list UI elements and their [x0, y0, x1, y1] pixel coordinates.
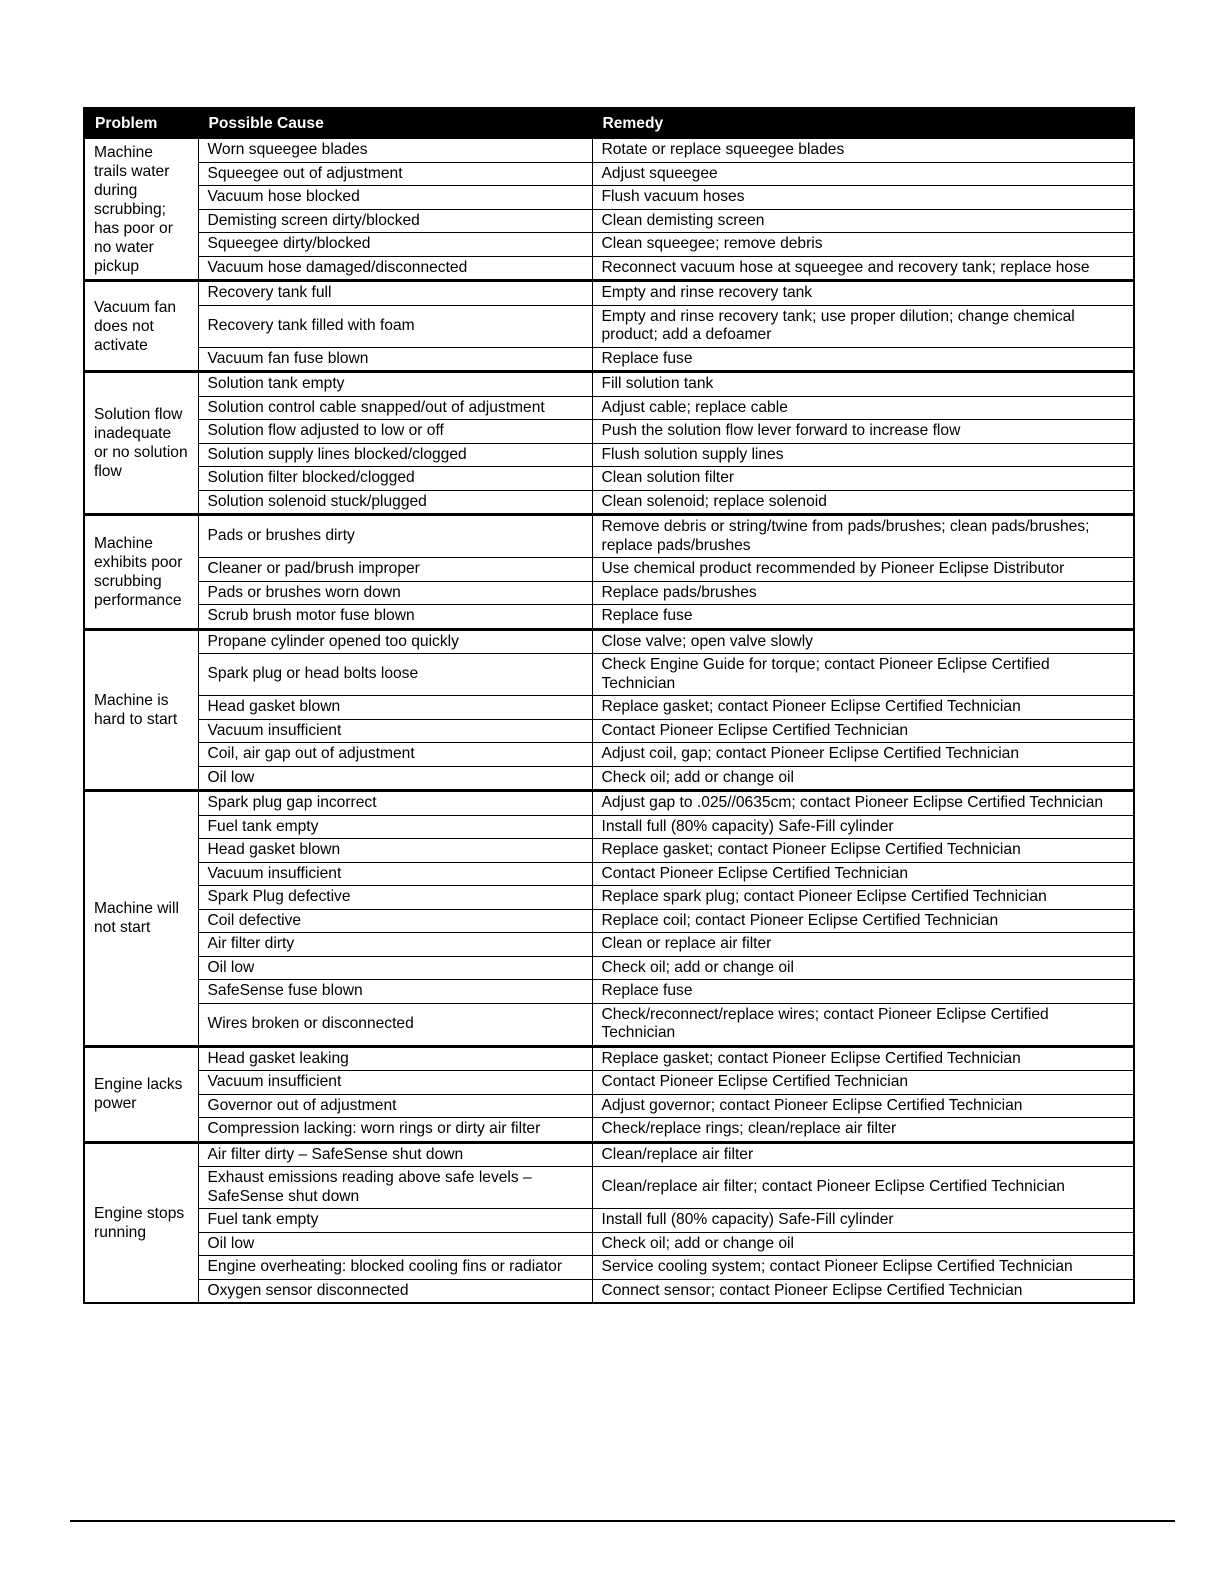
table-row	[84, 980, 1134, 1004]
remedy-cell: Replace coil; contact Pioneer Eclipse Certified Technician	[592, 909, 1134, 933]
table-row	[84, 305, 1134, 347]
table-row	[84, 605, 1134, 630]
cause-cell: Vacuum hose blocked	[198, 186, 592, 210]
remedy-cell: Install full (80% capacity) Safe-Fill cylinder	[592, 1209, 1134, 1233]
table-row	[84, 933, 1134, 957]
cause-cell: Vacuum insufficient	[198, 862, 592, 886]
table-row	[84, 1167, 1134, 1209]
cause-cell: Wires broken or disconnected	[198, 1003, 592, 1046]
cause-cell: Engine overheating: blocked cooling fins or radiator	[198, 1256, 592, 1280]
remedy-cell: Reconnect vacuum hose at squeegee and recovery tank; replace hose	[592, 256, 1134, 281]
table-row	[84, 256, 1134, 281]
remedy-cell: Check Engine Guide for torque; contact Pioneer Eclipse Certified Technician	[592, 654, 1134, 696]
table-row	[84, 791, 1134, 816]
remedy-cell: Rotate or replace squeegee blades	[592, 139, 1134, 163]
remedy-cell: Adjust coil, gap; contact Pioneer Eclipse Certified Technician	[592, 743, 1134, 767]
cause-cell: Vacuum insufficient	[198, 1071, 592, 1095]
cause-cell: Solution solenoid stuck/plugged	[198, 490, 592, 515]
problem-cell: Vacuum fan does not activate	[84, 281, 198, 372]
table-row	[84, 347, 1134, 372]
cause-cell: Solution flow adjusted to low or off	[198, 420, 592, 444]
cause-cell: Squeegee out of adjustment	[198, 162, 592, 186]
remedy-cell: Clean/replace air filter; contact Pioneer Eclipse Certified Technician	[592, 1167, 1134, 1209]
cause-cell: Exhaust emissions reading above safe levels – SafeSense shut down	[198, 1167, 592, 1209]
table-row	[84, 443, 1134, 467]
problem-cell: Engine lacks power	[84, 1046, 198, 1142]
problem-cell: Engine stops running	[84, 1142, 198, 1303]
cause-cell: Coil defective	[198, 909, 592, 933]
table-row	[84, 139, 1134, 163]
cause-cell: SafeSense fuse blown	[198, 980, 592, 1004]
cause-cell: Vacuum fan fuse blown	[198, 347, 592, 372]
table-row	[84, 233, 1134, 257]
table-row	[84, 186, 1134, 210]
problem-cell: Machine trails water during scrubbing; has poor or no water pickup	[84, 139, 198, 281]
remedy-cell: Check oil; add or change oil	[592, 1232, 1134, 1256]
header-remedy: Remedy	[592, 108, 1134, 139]
cause-cell: Spark plug gap incorrect	[198, 791, 592, 816]
cause-cell: Spark Plug defective	[198, 886, 592, 910]
remedy-cell: Flush solution supply lines	[592, 443, 1134, 467]
cause-cell: Head gasket leaking	[198, 1046, 592, 1071]
cause-cell: Recovery tank full	[198, 281, 592, 306]
table-row	[84, 1071, 1134, 1095]
table-row	[84, 396, 1134, 420]
cause-cell: Head gasket blown	[198, 839, 592, 863]
remedy-cell: Check oil; add or change oil	[592, 956, 1134, 980]
cause-cell: Squeegee dirty/blocked	[198, 233, 592, 257]
cause-cell: Solution supply lines blocked/clogged	[198, 443, 592, 467]
cause-cell: Vacuum insufficient	[198, 719, 592, 743]
troubleshooting-table	[83, 107, 1135, 1304]
table-row	[84, 909, 1134, 933]
cause-cell: Air filter dirty	[198, 933, 592, 957]
remedy-cell: Replace spark plug; contact Pioneer Eclipse Certified Technician	[592, 886, 1134, 910]
table-row	[84, 1094, 1134, 1118]
cause-cell: Oxygen sensor disconnected	[198, 1279, 592, 1303]
header-possible-cause: Possible Cause	[198, 108, 592, 139]
remedy-cell: Clean squeegee; remove debris	[592, 233, 1134, 257]
table-row	[84, 209, 1134, 233]
remedy-cell: Replace pads/brushes	[592, 581, 1134, 605]
remedy-cell: Clean solenoid; replace solenoid	[592, 490, 1134, 515]
problem-cell: Machine is hard to start	[84, 629, 198, 791]
remedy-cell: Remove debris or string/twine from pads/brushes; clean pads/brushes; replace pads/brushes	[592, 515, 1134, 558]
cause-cell: Fuel tank empty	[198, 815, 592, 839]
table-row	[84, 862, 1134, 886]
table-row	[84, 839, 1134, 863]
cause-cell: Pads or brushes dirty	[198, 515, 592, 558]
cause-cell: Cleaner or pad/brush improper	[198, 558, 592, 582]
cause-cell: Spark plug or head bolts loose	[198, 654, 592, 696]
table-row	[84, 1279, 1134, 1303]
table-row	[84, 558, 1134, 582]
remedy-cell: Check/reconnect/replace wires; contact Pioneer Eclipse Certified Technician	[592, 1003, 1134, 1046]
remedy-cell: Contact Pioneer Eclipse Certified Technician	[592, 719, 1134, 743]
remedy-cell: Contact Pioneer Eclipse Certified Technician	[592, 1071, 1134, 1095]
table-row	[84, 490, 1134, 515]
cause-cell: Oil low	[198, 1232, 592, 1256]
remedy-cell: Adjust squeegee	[592, 162, 1134, 186]
header-problem: Problem	[84, 108, 198, 139]
problem-cell: Machine exhibits poor scrubbing performance	[84, 515, 198, 630]
remedy-cell: Install full (80% capacity) Safe-Fill cylinder	[592, 815, 1134, 839]
table-row	[84, 766, 1134, 791]
problem-cell: Solution flow inadequate or no solution flow	[84, 372, 198, 515]
table-row	[84, 1003, 1134, 1046]
remedy-cell: Flush vacuum hoses	[592, 186, 1134, 210]
table-row	[84, 743, 1134, 767]
remedy-cell: Check/replace rings; clean/replace air filter	[592, 1118, 1134, 1143]
remedy-cell: Fill solution tank	[592, 372, 1134, 397]
cause-cell: Fuel tank empty	[198, 1209, 592, 1233]
remedy-cell: Replace fuse	[592, 347, 1134, 372]
table-row	[84, 1232, 1134, 1256]
remedy-cell: Replace fuse	[592, 605, 1134, 630]
remedy-cell: Adjust cable; replace cable	[592, 396, 1134, 420]
table-row	[84, 515, 1134, 558]
table-row	[84, 1046, 1134, 1071]
table-row	[84, 581, 1134, 605]
cause-cell: Demisting screen dirty/blocked	[198, 209, 592, 233]
cause-cell: Recovery tank filled with foam	[198, 305, 592, 347]
remedy-cell: Empty and rinse recovery tank	[592, 281, 1134, 306]
remedy-cell: Contact Pioneer Eclipse Certified Technician	[592, 862, 1134, 886]
cause-cell: Oil low	[198, 766, 592, 791]
remedy-cell: Replace gasket; contact Pioneer Eclipse Certified Technician	[592, 1046, 1134, 1071]
remedy-cell: Check oil; add or change oil	[592, 766, 1134, 791]
remedy-cell: Clean demisting screen	[592, 209, 1134, 233]
table-row	[84, 1256, 1134, 1280]
remedy-cell: Service cooling system; contact Pioneer Eclipse Certified Technician	[592, 1256, 1134, 1280]
cause-cell: Propane cylinder opened too quickly	[198, 629, 592, 654]
cause-cell: Head gasket blown	[198, 696, 592, 720]
remedy-cell: Clean or replace air filter	[592, 933, 1134, 957]
table-row	[84, 956, 1134, 980]
remedy-cell: Close valve; open valve slowly	[592, 629, 1134, 654]
table-row	[84, 162, 1134, 186]
cause-cell: Compression lacking: worn rings or dirty air filter	[198, 1118, 592, 1143]
cause-cell: Solution filter blocked/clogged	[198, 467, 592, 491]
cause-cell: Oil low	[198, 956, 592, 980]
remedy-cell: Clean solution filter	[592, 467, 1134, 491]
table-row	[84, 467, 1134, 491]
cause-cell: Solution tank empty	[198, 372, 592, 397]
footer-rule	[70, 1520, 1175, 1522]
cause-cell: Solution control cable snapped/out of adjustment	[198, 396, 592, 420]
remedy-cell: Push the solution flow lever forward to increase flow	[592, 420, 1134, 444]
remedy-cell: Replace fuse	[592, 980, 1134, 1004]
table-row	[84, 281, 1134, 306]
table-row	[84, 815, 1134, 839]
remedy-cell: Adjust governor; contact Pioneer Eclipse Certified Technician	[592, 1094, 1134, 1118]
table-row	[84, 1118, 1134, 1143]
table-row	[84, 886, 1134, 910]
remedy-cell: Connect sensor; contact Pioneer Eclipse Certified Technician	[592, 1279, 1134, 1303]
table-row	[84, 719, 1134, 743]
cause-cell: Vacuum hose damaged/disconnected	[198, 256, 592, 281]
cause-cell: Scrub brush motor fuse blown	[198, 605, 592, 630]
cause-cell: Governor out of adjustment	[198, 1094, 592, 1118]
table-row	[84, 420, 1134, 444]
remedy-cell: Replace gasket; contact Pioneer Eclipse Certified Technician	[592, 696, 1134, 720]
table-row	[84, 629, 1134, 654]
table-body	[84, 139, 1134, 1304]
cause-cell: Worn squeegee blades	[198, 139, 592, 163]
remedy-cell: Empty and rinse recovery tank; use proper dilution; change chemical product; add a defoamer	[592, 305, 1134, 347]
table-row	[84, 696, 1134, 720]
problem-cell: Machine will not start	[84, 791, 198, 1047]
table-row	[84, 1142, 1134, 1167]
table-row	[84, 1209, 1134, 1233]
cause-cell: Pads or brushes worn down	[198, 581, 592, 605]
remedy-cell: Adjust gap to .025//0635cm; contact Pioneer Eclipse Certified Technician	[592, 791, 1134, 816]
cause-cell: Coil, air gap out of adjustment	[198, 743, 592, 767]
remedy-cell: Use chemical product recommended by Pioneer Eclipse Distributor	[592, 558, 1134, 582]
table-row	[84, 654, 1134, 696]
cause-cell: Air filter dirty – SafeSense shut down	[198, 1142, 592, 1167]
table-row	[84, 372, 1134, 397]
remedy-cell: Clean/replace air filter	[592, 1142, 1134, 1167]
remedy-cell: Replace gasket; contact Pioneer Eclipse Certified Technician	[592, 839, 1134, 863]
table-header	[84, 108, 1134, 139]
